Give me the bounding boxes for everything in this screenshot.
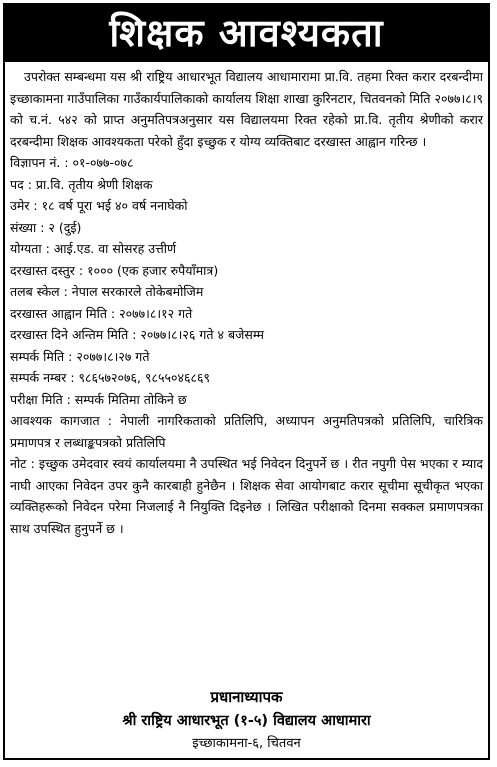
field-qualification: योग्यता : आई.एड. वा सोसरह उत्तीर्ण — [10, 241, 176, 256]
notice-note: नोट : इच्छुक उमेदवार स्वयं कार्यालयमा नै उपस्थित भई निवेदन दिनुपर्ने छ । रीत नपुगी पेस भएका र म्याद नाघी आएका निवेदन उपर कुनै कारबाही हुनेछैन । शिक्षक सेवा आयोगबाट करार सूचीमा सूचीकृत भएका व्यक्तिहरूको निवेदन परेमा निजलाई नै नियुक्ति दिइनेछ । लिखित परीक्षाको दिनमा सक्कल प्रमाणपत्रका साथ उपस्थित हुनुपर्ने छ । — [10, 456, 483, 536]
school-name: श्री राष्ट्रिय आधारभूत (१-५) विद्यालय आधामारा — [122, 713, 371, 729]
field-position: पद : प्रा.वि. तृतीय श्रेणी शिक्षक — [10, 176, 153, 192]
field-deadline: दरखास्त दिने अन्तिम मिति : २०७७।८।२६ गते ४ बजेसम्म — [10, 327, 265, 342]
field-contact-date: सम्पर्क मिति : २०७७।८।२७ गते — [10, 348, 150, 364]
notice-body — [10, 66, 483, 539]
field-advertisement-number: विज्ञापन नं. : ०१-०७७-०७८ — [10, 155, 134, 170]
signature-block — [5, 685, 488, 755]
required-documents: आवश्यक कागजात : नेपाली नागरिकताको प्रतिलिपि, अध्यापन अनुमतिपत्रको प्रतिलिपि, चारित्रिक प्रमाणपत्र र लब्धाङ्कपत्रको प्रतिलिपि — [10, 413, 483, 450]
field-application-fee: दरखास्त दस्तुर : १००० (एक हजार रुपैयाँमात्र) — [10, 262, 219, 278]
field-salary-scale: तलब स्केल : नेपाल सरकारले तोकेबमोजिम — [10, 284, 204, 299]
intro-paragraph: उपरोक्त सम्बन्धमा यस श्री राष्ट्रिय आधारभूत विद्यालय आधामारामा प्रा.वि. तहमा रिक्त करार दरबन्दीमा इच्छाकामना गाउँपालिका गाउँकार्यपालिकाको कार्यालय शिक्षा शाखा कुरिनटार, चितवनको मिति २०७७।८।९ को च.नं. ५४२ को प्राप्त अनुमतिपत्रअनुसार यस विद्यालयमा रिक्त रहेको प्रा.वि. तृतीय श्रेणीको करार दरबन्दीमा शिक्षक आवश्यकता परेको हुँदा इच्छुक र योग्य व्यक्तिबाट दरखास्त आह्वान गरिन्छ । — [10, 69, 483, 149]
field-count: संख्या : २ (दुई) — [10, 219, 82, 235]
field-contact-number: सम्पर्क नम्बर : ९८६५७२०७६, ९८५५०४६८६९ — [10, 370, 210, 385]
signatory-title: प्रधानाध्यापक — [210, 688, 283, 706]
field-age: उमेर : १८ वर्ष पूरा भई ४० वर्ष ननाघेको — [10, 198, 188, 213]
notice-heading: शिक्षक आवश्यकता — [5, 5, 488, 62]
field-call-date: दरखास्त आह्वान मिति : २०७७।८।१२ गते — [10, 305, 193, 321]
field-exam-date: परीक्षा मिति : सम्पर्क मितिमा तोकिने छ — [10, 391, 187, 407]
school-address: इच्छाकामना-६, चितवन — [192, 736, 301, 751]
vacancy-notice — [3, 3, 490, 760]
